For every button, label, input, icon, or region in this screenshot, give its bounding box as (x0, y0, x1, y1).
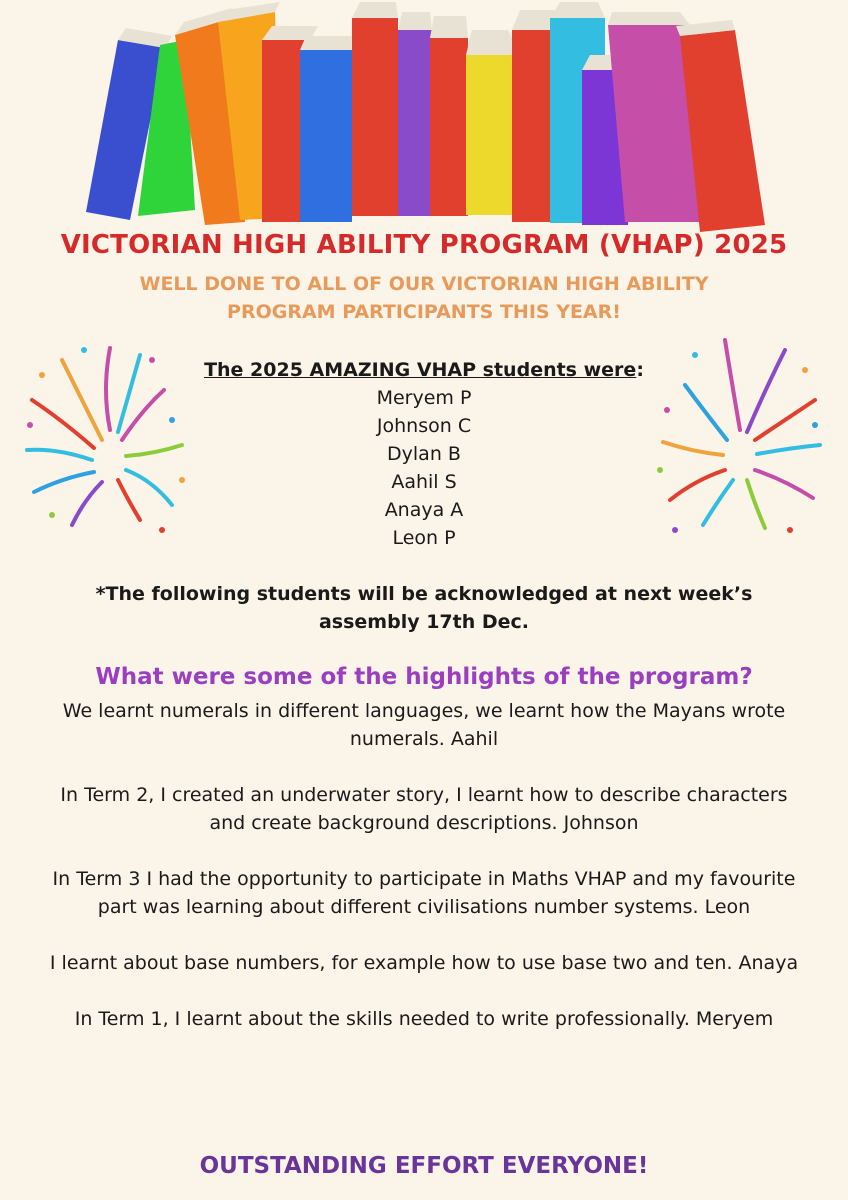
highlight-item: In Term 1, I learnt about the skills needed to write professionally. Meryem (74, 1008, 774, 1030)
students-heading-text: The 2025 AMAZING VHAP students were (204, 359, 637, 381)
student-name: Leon P (392, 527, 456, 549)
highlight-item: In Term 3 I had the opportunity to participate in Maths VHAP and my favourite part was learning about different civilisations number systems. Leon (52, 868, 796, 918)
books-group (86, 2, 765, 232)
highlights-list (40, 697, 808, 1061)
confetti-burst-left (22, 330, 192, 540)
page-subtitle: WELL DONE TO ALL OF OUR VICTORIAN HIGH ABILITY PROGRAM PARTICIPANTS THIS YEAR! (139, 273, 709, 323)
assembly-acknowledgement: *The following students will be acknowledged at next week’s assembly 17th Dec. (95, 583, 753, 633)
highlights-title: What were some of the highlights of the program? (95, 664, 753, 690)
books-illustration (0, 0, 848, 235)
highlight-item: We learnt numerals in different languages, we learnt how the Mayans wrote numerals. Aahil (62, 700, 786, 750)
students-section (174, 356, 674, 552)
highlight-item: In Term 2, I created an underwater story, I learnt how to describe characters and create background descriptions. Johnson (60, 784, 788, 834)
page-title: VICTORIAN HIGH ABILITY PROGRAM (VHAP) 2025 (60, 230, 788, 260)
student-name: Anaya A (384, 499, 464, 521)
student-name: Aahil S (391, 471, 457, 493)
students-heading (174, 356, 674, 384)
confetti-burst-right (655, 330, 825, 540)
highlight-item: I learnt about base numbers, for example how to use base two and ten. Anaya (49, 952, 799, 974)
students-heading-colon: : (636, 359, 644, 381)
student-name: Dylan B (387, 443, 461, 465)
closing-message: OUTSTANDING EFFORT EVERYONE! (199, 1153, 649, 1179)
student-name: Johnson C (376, 415, 472, 437)
student-name: Meryem P (376, 387, 472, 409)
